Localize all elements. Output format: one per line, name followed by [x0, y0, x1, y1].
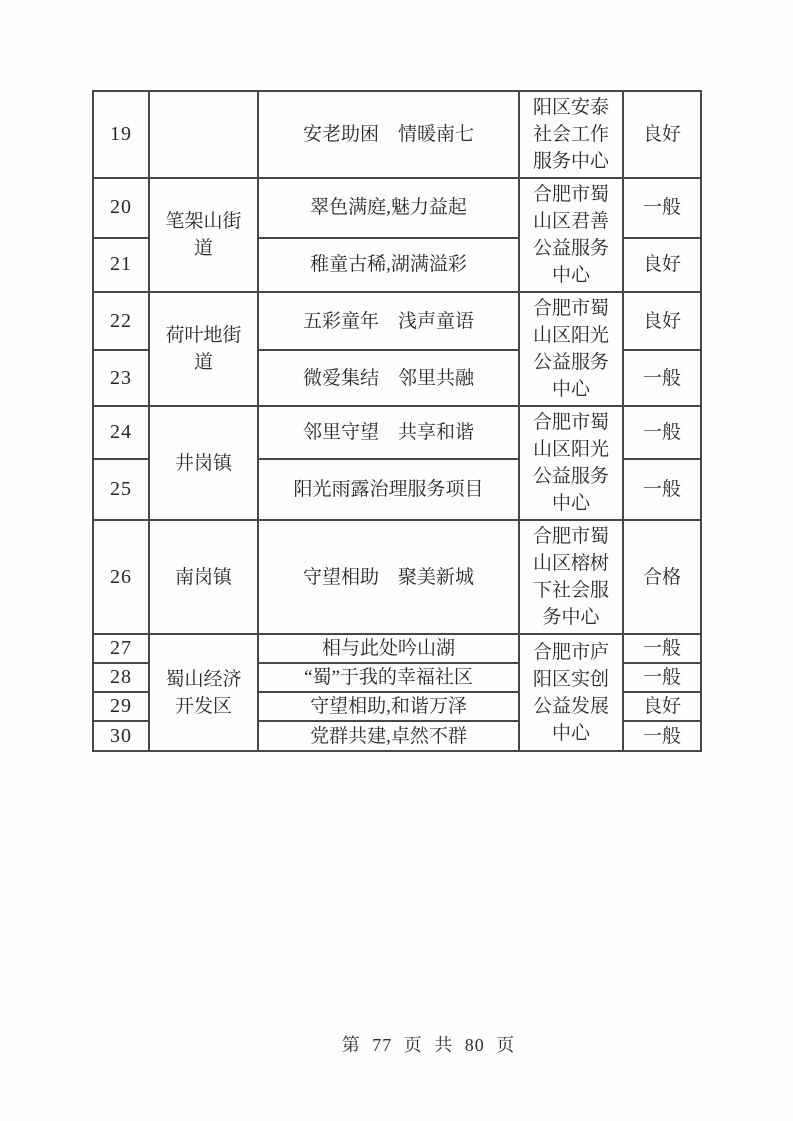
row-number-cell: 21	[93, 238, 149, 292]
rating-cell: 一般	[623, 721, 701, 751]
project-name-cell: 党群共建,卓然不群	[258, 721, 519, 751]
page-number-footer: 第 77 页 共 80 页	[341, 1035, 516, 1055]
row-number-cell: 27	[93, 634, 149, 663]
rating-cell: 一般	[623, 459, 701, 520]
organization-cell: 合肥市庐阳区实创公益发展中心	[519, 634, 623, 751]
table-row	[93, 292, 701, 350]
project-name-cell: 安老助困 情暖南七	[258, 91, 519, 178]
rating-cell: 良好	[623, 91, 701, 178]
row-number-cell: 29	[93, 692, 149, 721]
project-name-cell: 阳光雨露治理服务项目	[258, 459, 519, 520]
project-name-cell: 微爱集结 邻里共融	[258, 350, 519, 406]
district-cell: 笔架山街道	[149, 178, 258, 292]
organization-cell: 合肥市蜀山区榕树下社会服务中心	[519, 520, 623, 634]
evaluation-table-container	[92, 90, 702, 752]
project-name-cell: “蜀”于我的幸福社区	[258, 663, 519, 692]
rating-cell: 合格	[623, 520, 701, 634]
table-row	[93, 178, 701, 238]
project-name-cell: 邻里守望 共享和谐	[258, 406, 519, 459]
table-row	[93, 634, 701, 663]
row-number-cell: 23	[93, 350, 149, 406]
district-cell: 南岗镇	[149, 520, 258, 634]
project-name-cell: 五彩童年 浅声童语	[258, 292, 519, 350]
project-name-cell: 相与此处吟山湖	[258, 634, 519, 663]
row-number-cell: 28	[93, 663, 149, 692]
table-row	[93, 406, 701, 459]
rating-cell: 一般	[623, 350, 701, 406]
organization-cell: 合肥市蜀山区君善公益服务中心	[519, 178, 623, 292]
organization-cell: 阳区安泰社会工作服务中心	[519, 91, 623, 178]
district-cell: 蜀山经济开发区	[149, 634, 258, 751]
row-number-cell: 20	[93, 178, 149, 238]
rating-cell: 一般	[623, 634, 701, 663]
project-name-cell: 守望相助,和谐万泽	[258, 692, 519, 721]
rating-cell: 良好	[623, 692, 701, 721]
row-number-cell: 22	[93, 292, 149, 350]
row-number-cell: 25	[93, 459, 149, 520]
row-number-cell: 19	[93, 91, 149, 178]
evaluation-table	[92, 90, 702, 752]
organization-cell: 合肥市蜀山区阳光公益服务中心	[519, 406, 623, 520]
project-name-cell: 稚童古稀,湖满溢彩	[258, 238, 519, 292]
district-cell: 井岗镇	[149, 406, 258, 520]
row-number-cell: 30	[93, 721, 149, 751]
project-name-cell: 守望相助 聚美新城	[258, 520, 519, 634]
row-number-cell: 24	[93, 406, 149, 459]
district-cell: 荷叶地街道	[149, 292, 258, 406]
rating-cell: 一般	[623, 406, 701, 459]
rating-cell: 良好	[623, 292, 701, 350]
table-row	[93, 91, 701, 178]
project-name-cell: 翠色满庭,魅力益起	[258, 178, 519, 238]
rating-cell: 良好	[623, 238, 701, 292]
organization-cell: 合肥市蜀山区阳光公益服务中心	[519, 292, 623, 406]
rating-cell: 一般	[623, 178, 701, 238]
row-number-cell: 26	[93, 520, 149, 634]
table-row	[93, 520, 701, 634]
rating-cell: 一般	[623, 663, 701, 692]
district-cell	[149, 91, 258, 178]
